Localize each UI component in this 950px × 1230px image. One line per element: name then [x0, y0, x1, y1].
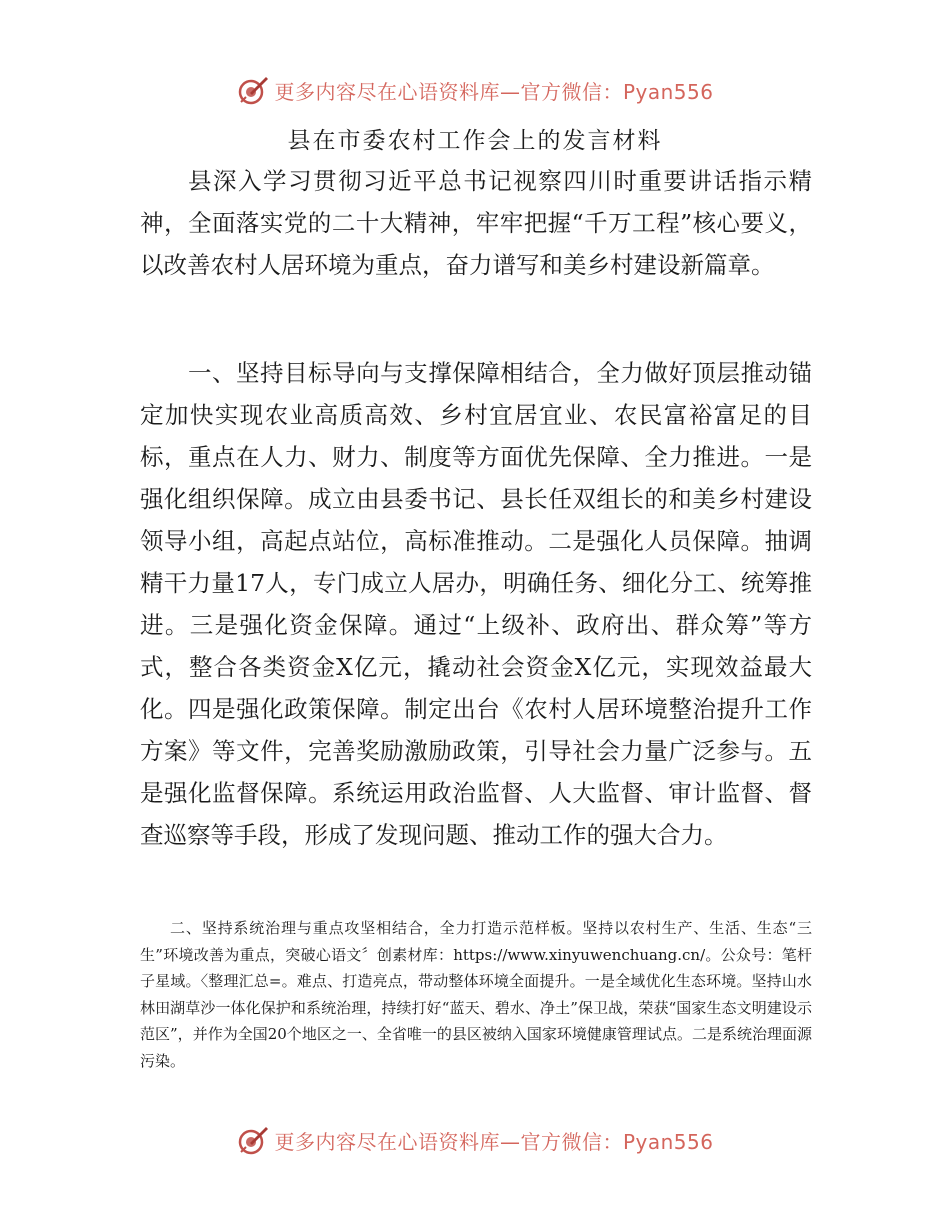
section-two-paragraph: 二、坚持系统治理与重点攻坚相结合，全力打造示范样板。坚持以农村生产、生活、生态“三生”环境改善为重点，突破心语文〞创素材库：https://www.xinyuwenchuang.cn/。公众号：笔杆子星域。〈整理汇总=。难点、打造亮点，带动整体环境全面提升。一是全域优化生态环境。坚持山水林田湖草沙一体化保护和系统治理，持续打好“蓝天、碧水、净土”保卫战，荣获“国家生态文明建设示范区”，并作为全国20个地区之一、全省唯一的县区被纳入国家环境健康管理试点。二是系统治理面源污染。 — [140, 919, 812, 1070]
pen-logo-icon — [236, 73, 270, 107]
intro-paragraph: 县深入学习贯彻习近平总书记视察四川时重要讲话指示精神，全面落实党的二十大精神，牢牢把握“千万工程”核心要义，以改善农村人居环境为重点，奋力谱写和美乡村建设新篇章。 — [140, 167, 812, 279]
watermark-text: 更多内容尽在心语资料库—官方微信：Pyan556 — [274, 79, 714, 104]
watermark-banner-top — [0, 70, 950, 110]
section-one-paragraph: 一、坚持目标导向与支撑保障相结合，全力做好顶层推动锚定加快实现农业高质高效、乡村宜居宜业、农民富裕富足的目标，重点在人力、财力、制度等方面优先保障、全力推进。一是强化组织保障。成立由县委书记、县长任双组长的和美乡村建设领导小组，高起点站位，高标准推动。二是强化人员保障。抽调精干力量17人，专门成立人居办，明确任务、细化分工、统筹推进。三是强化资金保障。通过“上级补、政府出、群众筹”等方式，整合各类资金X亿元，撬动社会资金X亿元，实现效益最大化。四是强化政策保障。制定出台《农村人居环境整治提升工作方案》等文件，完善奖励激励政策，引导社会力量广泛参与。五是强化监督保障。系统运用政治监督、人大监督、审计监督、督查巡察等手段，形成了发现问题、推动工作的强大合力。 — [140, 359, 812, 849]
document-title: 县在市委农村工作会上的发言材料 — [287, 128, 663, 154]
watermark-text: 更多内容尽在心语资料库—官方微信：Pyan556 — [274, 1129, 714, 1154]
watermark-banner-bottom — [0, 1120, 950, 1160]
pen-logo-icon — [236, 1123, 270, 1157]
